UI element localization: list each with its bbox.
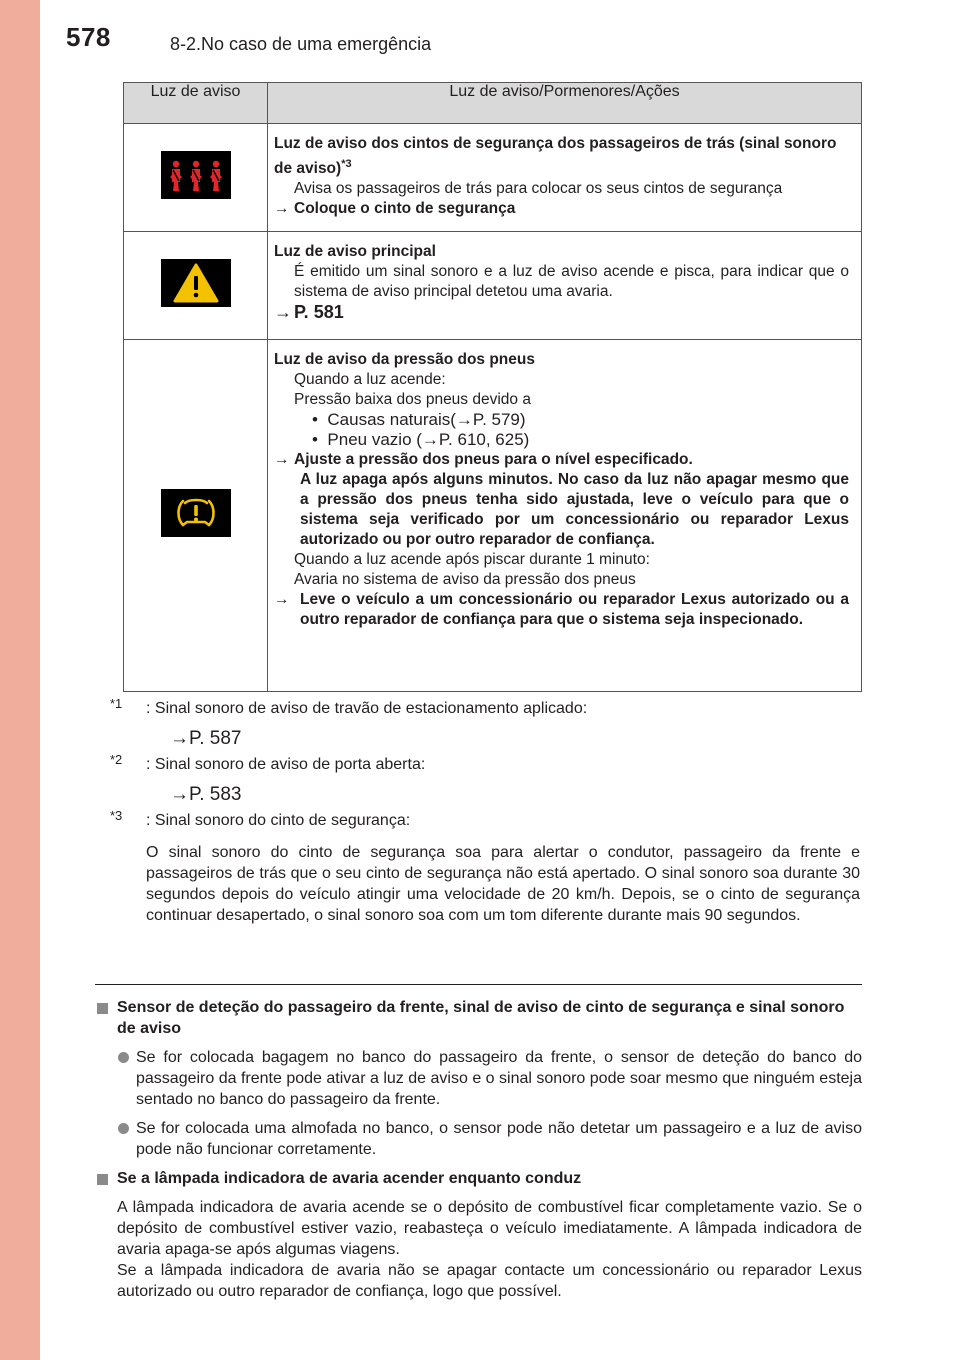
square-bullet-icon [97,1174,108,1185]
column-header-warning-light: Luz de aviso [124,83,268,124]
description-cell [268,340,862,692]
section-divider [95,984,862,985]
footnote-mark: *2 [110,752,123,767]
note-body: Se a lâmpada indicadora de avaria não se apagar contacte um concessionário ou reparador Lexus autorizado ou outro reparador de confiança, logo que possível. [117,1262,862,1300]
description-cell [268,232,862,340]
icon-cell [124,340,268,692]
footnote-text: : Sinal sonoro do cinto de segurança: [146,812,411,829]
note-heading: Sensor de deteção do passageiro da frente, sinal de aviso de cinto de segurança e sinal sonoro de aviso [95,997,862,1039]
row-action: → Coloque o cinto de segurança [274,200,516,218]
row-description: É emitido um sinal sonoro e a luz de aviso acende e pisca, para indicar que o sistema de aviso principal detetou uma avaria. [294,263,849,301]
tire-pressure-warning-icon [161,489,231,537]
arrow-icon: → [274,302,292,323]
arrow-icon: → [274,591,290,609]
row-line: Pressão baixa dos pneus devido a [294,391,531,409]
row-title: Luz de aviso principal [274,243,436,261]
section-title: 8-2.No caso de uma emergência [170,34,432,54]
row-action-detail: A luz apaga após alguns minutos. No caso da luz não apagar mesmo que a pressão dos pneus tenha sido ajustada, leve o veículo para que o sistema seja verificado por um concessionário ou reparador Lexus autorizado ou por outro reparador de confiança. [300,471,849,549]
arrow-icon: → [170,728,189,749]
footnote-ref: →P. 587 [170,728,242,749]
arrow-icon: → [274,451,290,469]
row-title: Luz de aviso da pressão dos pneus [274,351,535,369]
footnote-mark: *1 [110,696,123,711]
side-tab [0,0,40,1360]
row-line: Quando a luz acende após piscar durante 1 minuto: [294,551,650,569]
note-body: A lâmpada indicadora de avaria acende se o depósito de combustível ficar completamente vazio. Se o depósito de combustível estiver vazio, reabasteça o veículo imediatamente. A lâmpada indicadora de avaria apaga-se após algumas viagens. [117,1199,862,1258]
circle-bullet-icon [118,1123,129,1134]
description-cell [268,124,862,232]
footnote-2 [110,752,860,806]
row-action: → Ajuste a pressão dos pneus para o nível especificado. [274,451,693,469]
table-row [124,232,862,340]
arrow-icon: → [455,410,473,430]
bullet-item: • Pneu vazio (→P. 610, 625) [312,430,530,450]
note-heading: Se a lâmpada indicadora de avaria acender enquanto conduz [95,1168,862,1189]
note-item: Se for colocada bagagem no banco do passageiro da frente, o sensor de deteção do banco do passageiro da frente pode ativar a luz de aviso e o sinal sonoro pode soar mesmo que ninguém esteja sentado no banco do passageiro da frente. [95,1047,862,1110]
table-row [124,124,862,232]
notes-section [95,997,862,1302]
bullet-item: • Causas naturais(→P. 579) [312,410,526,430]
table-header-row [124,83,862,124]
row-description: Avisa os passageiros de trás para colocar os seus cintos de segurança [294,180,783,198]
row-title: Luz de aviso dos cintos de segurança dos passageiros de trás (sinal sonoro de aviso)$^{*3}$ [274,135,837,178]
footnote-paragraph: O sinal sonoro do cinto de segurança soa para alertar o condutor, passageiro da frente e passageiros de trás que o seu cinto de segurança não está apertado. O sinal sonoro soa durante 30 segundos depois do veículo atingir uma velocidade de 20 km/h. Depois, se o cinto de segurança continuar desapertado, o sinal sonoro soa com um tom diferente durante mais 90 segundos. [146,844,860,924]
arrow-icon: → [274,200,290,218]
note-item: Se for colocada uma almofada no banco, o sensor pode não detetar um passageiro e a luz de aviso pode não funcionar corretamente. [95,1118,862,1160]
footnote-ref: →P. 583 [170,784,242,805]
footnote-3 [110,808,860,926]
master-warning-icon [161,259,231,307]
footnote-mark: *3 [341,158,352,170]
footnote-mark: *3 [110,808,123,823]
icon-cell [124,124,268,232]
footnote-text: : Sinal sonoro de aviso de porta aberta: [146,756,426,773]
table-row [124,340,862,692]
rear-seatbelt-warning-icon [161,151,231,199]
icon-cell [124,232,268,340]
arrow-icon: → [170,784,189,805]
row-line: Avaria no sistema de aviso da pressão dos pneus [294,571,636,589]
circle-bullet-icon [118,1052,129,1063]
footnotes [110,696,860,926]
warning-light-table [123,82,862,692]
column-header-details: Luz de aviso/Pormenores/Ações [268,83,862,124]
footnote-1 [110,696,860,750]
row-action: → Leve o veículo a um concessionário ou reparador Lexus autorizado ou a outro reparador de confiança para que o sistema seja inspecionado. [274,591,849,629]
arrow-icon: → [421,430,439,450]
row-line: Quando a luz acende: [294,371,446,389]
row-action: → P. 581 [274,302,344,323]
square-bullet-icon [97,1003,108,1014]
footnote-text: : Sinal sonoro de aviso de travão de estacionamento aplicado: [146,700,588,717]
page-number: 578 [66,22,111,52]
